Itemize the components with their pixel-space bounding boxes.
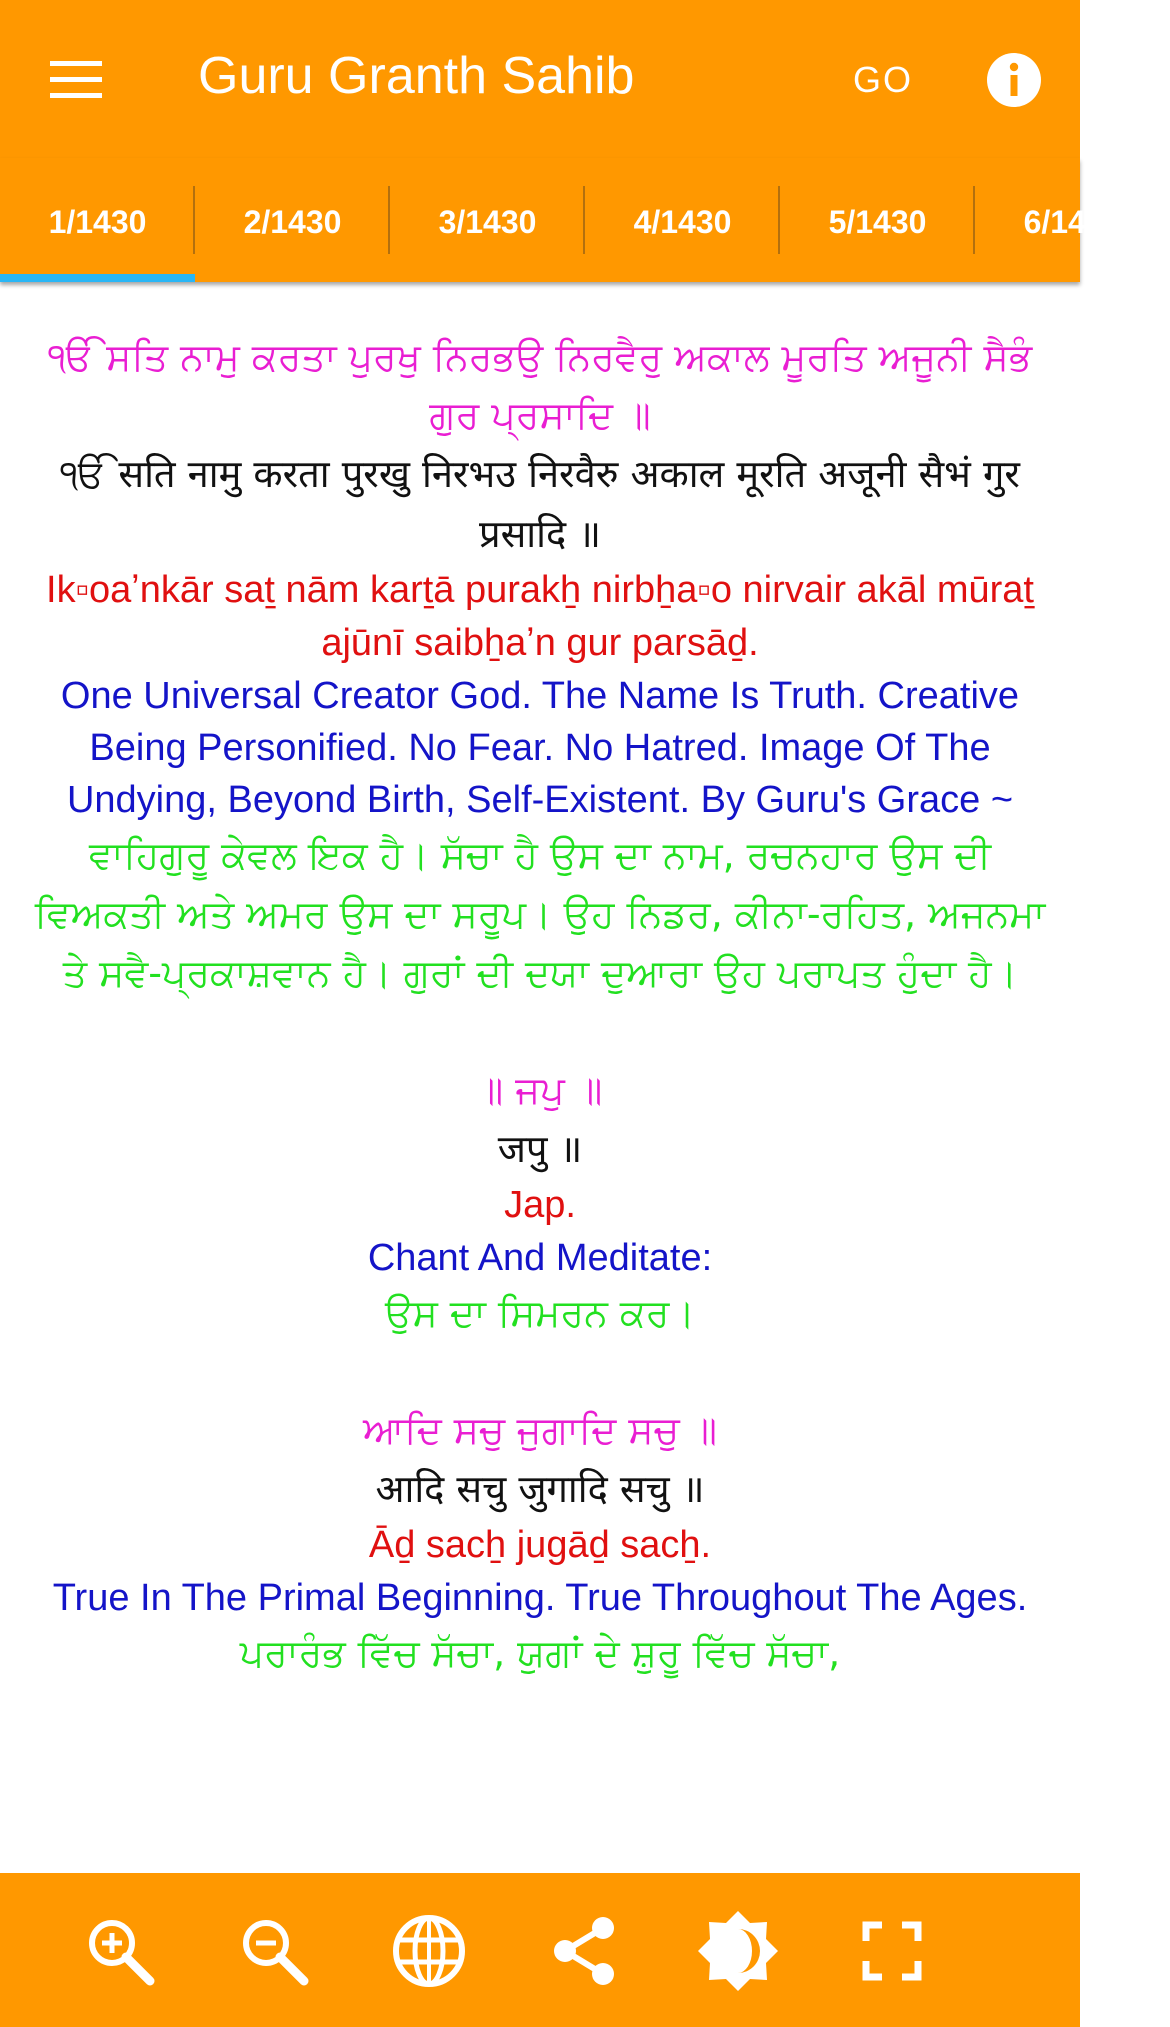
transliteration-line: Āḏ sacẖ jugāḏ sacẖ. [368, 1524, 712, 1566]
menu-icon [48, 58, 104, 102]
verse-2 [14, 1061, 1066, 1343]
tab-label: 2/1430 [243, 203, 342, 240]
verse-spacer [14, 1343, 1066, 1401]
top-app-bar [0, 0, 1080, 158]
tab-label: 4/1430 [633, 203, 732, 240]
transliteration-line: Jap. [504, 1184, 576, 1226]
tab-page-3[interactable] [390, 158, 585, 282]
zoom-out-button[interactable] [232, 1909, 316, 1993]
fullscreen-button[interactable] [850, 1909, 934, 1993]
app-title: Guru Granth Sahib [198, 47, 635, 105]
devanagari-line: जपु ॥ [497, 1127, 583, 1171]
verse-spacer [14, 1003, 1066, 1061]
punjabi-translation: ਵਾਹਿਗੁਰੂ ਕੇਵਲ ਇਕ ਹੈ। ਸੱਚਾ ਹੈ ਉਸ ਦਾ ਨਾਮ, ਰਚਨਹਾਰ ਉਸ ਦੀ ਵਿਅਕਤੀ ਅਤੇ ਅਮਰ ਉਸ ਦਾ ਸਰੂਪ। ਉਹ ਨਿਡਰ, ਕੀਨਾ-ਰਹਿਤ, ਅਜਨਮਾ ਤੇ ਸਵੈ-ਪ੍ਰਕਾਸ਼ਵਾਨ ਹੈ। ਗੁਰਾਂ ਦੀ ਦਯਾ ਦੁਆਰਾ ਉਹ ਪਰਾਪਤ ਹੁੰਦਾ ਹੈ। [34, 833, 1046, 995]
gurmukhi-line: ॥ ਜਪੁ ॥ [477, 1068, 603, 1112]
zoom-in-icon [84, 1915, 156, 1987]
tab-page-4[interactable] [585, 158, 780, 282]
transliteration-line: Ik▫oaʼnkār saṯ nām karṯā purakẖ nirbẖa▫o nirvair akāl mūraṯ ajūnī saibẖaʼn gur parsāḏ. [46, 569, 1034, 664]
globe-icon [391, 1913, 467, 1989]
tab-page-1[interactable] [0, 158, 195, 282]
brightness-icon [696, 1909, 780, 1993]
share-icon [547, 1914, 621, 1988]
zoom-out-icon [238, 1915, 310, 1987]
tab-page-5[interactable] [780, 158, 975, 282]
tab-page-6[interactable] [975, 158, 1170, 282]
verse-1 [14, 328, 1066, 1003]
gurmukhi-line: ਆਦਿ ਸਚੁ ਜੁਗਾਦਿ ਸਚੁ ॥ [362, 1408, 718, 1452]
verse-3 [14, 1401, 1066, 1683]
english-translation: True In The Primal Beginning. True Throughout The Ages. [52, 1577, 1028, 1619]
page-tabs [0, 158, 1122, 282]
english-translation: Chant And Meditate: [367, 1237, 713, 1279]
share-button[interactable] [542, 1909, 626, 1993]
tab-page-2[interactable] [195, 158, 390, 282]
english-translation: One Universal Creator God. The Name Is Truth. Creative Being Personified. No Fear. No Hatred. Image Of The Undying, Beyond Birth, Self-Existent. By Guru's Grace ~ [60, 675, 1020, 821]
tab-label: 6/1430 [1023, 203, 1122, 240]
punjabi-translation: ਉਸ ਦਾ ਸਿਮਰਨ ਕਰ। [385, 1291, 695, 1335]
devanagari-line: ੴ सति नामु करता पुरखु निरभउ निरवैरु अकाल मूरति अजूनी सैभं गुर प्रसादि ॥ [60, 452, 1020, 556]
info-button[interactable] [980, 46, 1048, 114]
fullscreen-icon [860, 1919, 924, 1983]
brightness-button[interactable] [696, 1909, 780, 1993]
tab-label: 5/1430 [828, 203, 927, 240]
punjabi-translation: ਪਰਾਰੰਭ ਵਿੱਚ ਸੱਚਾ, ਯੁਗਾਂ ਦੇ ਸ਼ੁਰੂ ਵਿੱਚ ਸੱਚਾ, [239, 1631, 841, 1675]
bottom-toolbar [0, 1873, 1080, 2027]
go-button[interactable]: GO [852, 59, 913, 100]
tab-label: 3/1430 [438, 203, 537, 240]
language-button[interactable] [387, 1909, 471, 1993]
info-icon [986, 52, 1042, 108]
tab-label: 1/1430 [48, 203, 147, 240]
gurmukhi-line: ੴ ਸਤਿ ਨਾਮੁ ਕਰਤਾ ਪੁਰਖੁ ਨਿਰਭਉ ਨਿਰਵੈਰੁ ਅਕਾਲ ਮੂਰਤਿ ਅਜੂਨੀ ਸੈਭੰ ਗੁਰ ਪ੍ਰਸਾਦਿ ॥ [47, 335, 1033, 437]
devanagari-line: आदि सचु जुगादि सचु ॥ [375, 1467, 705, 1511]
scripture-content[interactable] [0, 286, 1080, 1874]
page-tabs-row [0, 158, 1170, 282]
menu-button[interactable] [38, 42, 114, 118]
zoom-in-button[interactable] [78, 1909, 162, 1993]
